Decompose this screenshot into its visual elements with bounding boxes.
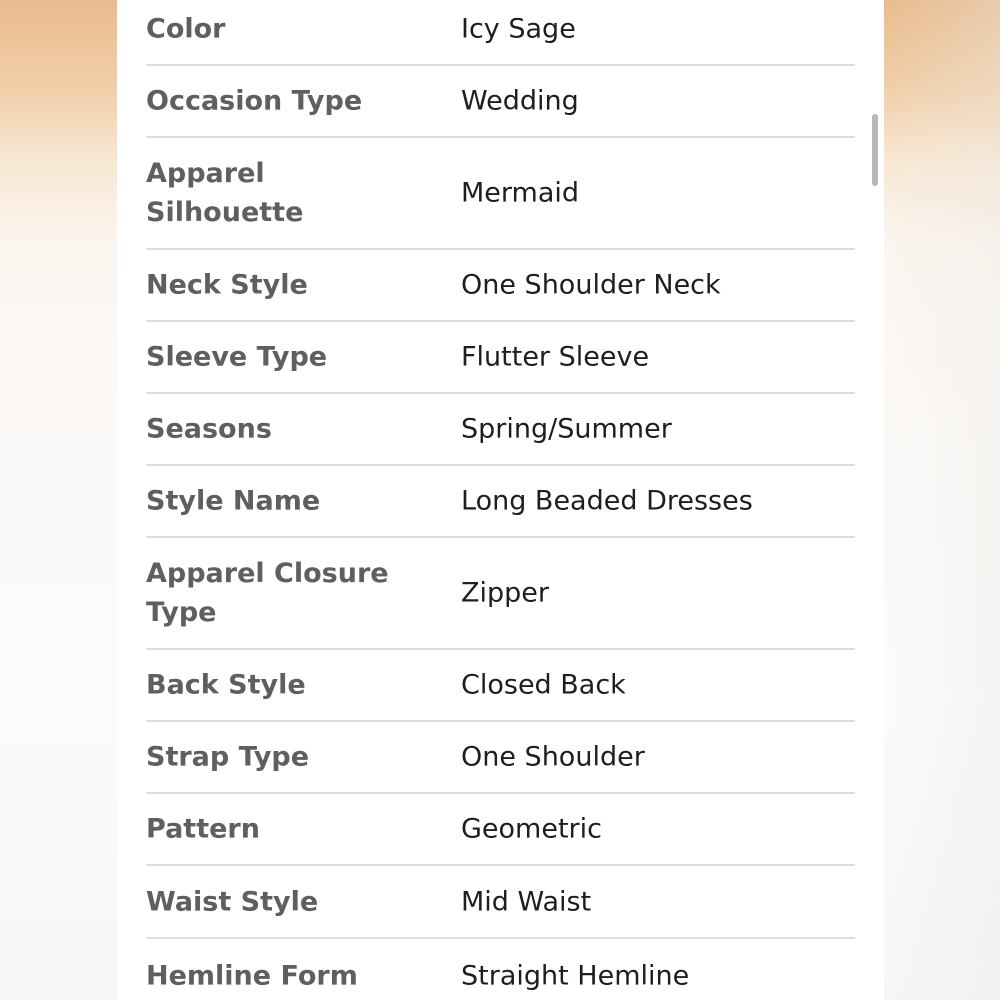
detail-row-color (146, 0, 855, 66)
detail-row-waist-style (146, 866, 855, 939)
detail-label: Back Style (146, 669, 306, 701)
detail-row-style-name (146, 466, 855, 538)
scrollbar-thumb[interactable] (872, 114, 878, 186)
detail-row-neck-style (146, 250, 855, 322)
detail-label: Seasons (146, 413, 272, 445)
detail-label: Strap Type (146, 741, 310, 773)
detail-value: Icy Sage (461, 13, 576, 44)
detail-row-apparel-closure-type (146, 538, 855, 650)
detail-value: Straight Hemline (461, 960, 690, 991)
product-details-panel (117, 0, 884, 1000)
detail-value: Spring/Summer (461, 413, 672, 445)
background-right (884, 0, 1000, 1000)
detail-label: Neck Style (146, 269, 308, 301)
detail-row-pattern (146, 794, 855, 866)
detail-label: Pattern (146, 813, 260, 845)
detail-value: One Shoulder Neck (461, 269, 721, 301)
detail-label: Apparel Silhouette (146, 158, 304, 228)
detail-value: One Shoulder (461, 741, 645, 773)
detail-value: Geometric (461, 813, 602, 845)
detail-value: Zipper (461, 577, 549, 609)
detail-row-seasons (146, 394, 855, 466)
detail-row-occasion-type (146, 66, 855, 138)
background-left (0, 0, 117, 1000)
detail-value: Mermaid (461, 177, 580, 209)
detail-row-hemline-form (146, 939, 855, 1000)
detail-label: Style Name (146, 485, 321, 517)
detail-row-back-style (146, 650, 855, 722)
detail-label: Color (146, 13, 226, 44)
detail-label: Sleeve Type (146, 341, 328, 373)
detail-value: Closed Back (461, 669, 626, 701)
detail-value: Mid Waist (461, 886, 592, 917)
detail-row-strap-type (146, 722, 855, 794)
detail-row-sleeve-type (146, 322, 855, 394)
detail-label: Apparel Closure Type (146, 558, 389, 628)
detail-value: Long Beaded Dresses (461, 485, 753, 517)
detail-value: Wedding (461, 85, 579, 117)
detail-label: Occasion Type (146, 85, 363, 117)
detail-label: Waist Style (146, 886, 319, 917)
detail-row-apparel-silhouette (146, 138, 855, 250)
detail-value: Flutter Sleeve (461, 341, 650, 373)
detail-label: Hemline Form (146, 960, 358, 991)
